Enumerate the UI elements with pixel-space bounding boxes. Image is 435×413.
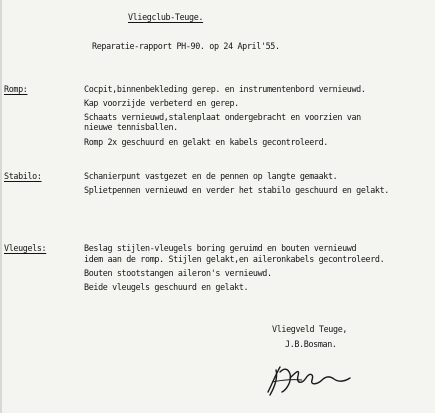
- signature-name: J.B.Bosman.: [285, 339, 337, 349]
- stabilo-line: Schanierpunt vastgezet en de pennen op langte gemaakt.: [84, 171, 338, 181]
- vleugels-line: Bouten stootstangen aileron's vernieuwd.: [84, 268, 272, 278]
- page-edge: [0, 0, 2, 413]
- signature-place: Vliegveld Teuge,: [272, 324, 348, 334]
- vleugels-line: Beide vleugels geschuurd en gelakt.: [84, 282, 249, 292]
- stabilo-line: Splietpennen vernieuwd en verder het stabilo geschuurd en gelakt.: [84, 185, 389, 195]
- section-label-vleugels: Vleugels:: [4, 243, 47, 253]
- romp-line: Schaats vernieuwd,stalenplaat ondergebracht en voorzien van: [84, 112, 361, 122]
- handwritten-signature: [262, 362, 354, 398]
- romp-line: Romp 2x geschuurd en gelakt en kabels gecontroleerd.: [84, 137, 328, 147]
- romp-line: nieuwe tennisballen.: [84, 122, 178, 132]
- romp-line: Kap voorzijde verbeterd en gerep.: [84, 98, 239, 108]
- romp-line: Cocpit,binnenbekleding gerep. en instrumentenbord vernieuwd.: [84, 84, 366, 94]
- report-title: Reparatie-rapport PH-90. op 24 April'55.: [92, 41, 280, 51]
- section-label-romp: Romp:: [4, 84, 28, 94]
- section-label-stabilo: Stabilo:: [4, 171, 42, 181]
- club-title: Vliegclub-Teuge.: [128, 12, 204, 22]
- vleugels-line: idem aan de romp. Stijlen gelakt,en aileronkabels gecontroleerd.: [84, 254, 385, 264]
- vleugels-line: Beslag stijlen-vleugels boring geruimd en bouten vernieuwd: [84, 243, 357, 253]
